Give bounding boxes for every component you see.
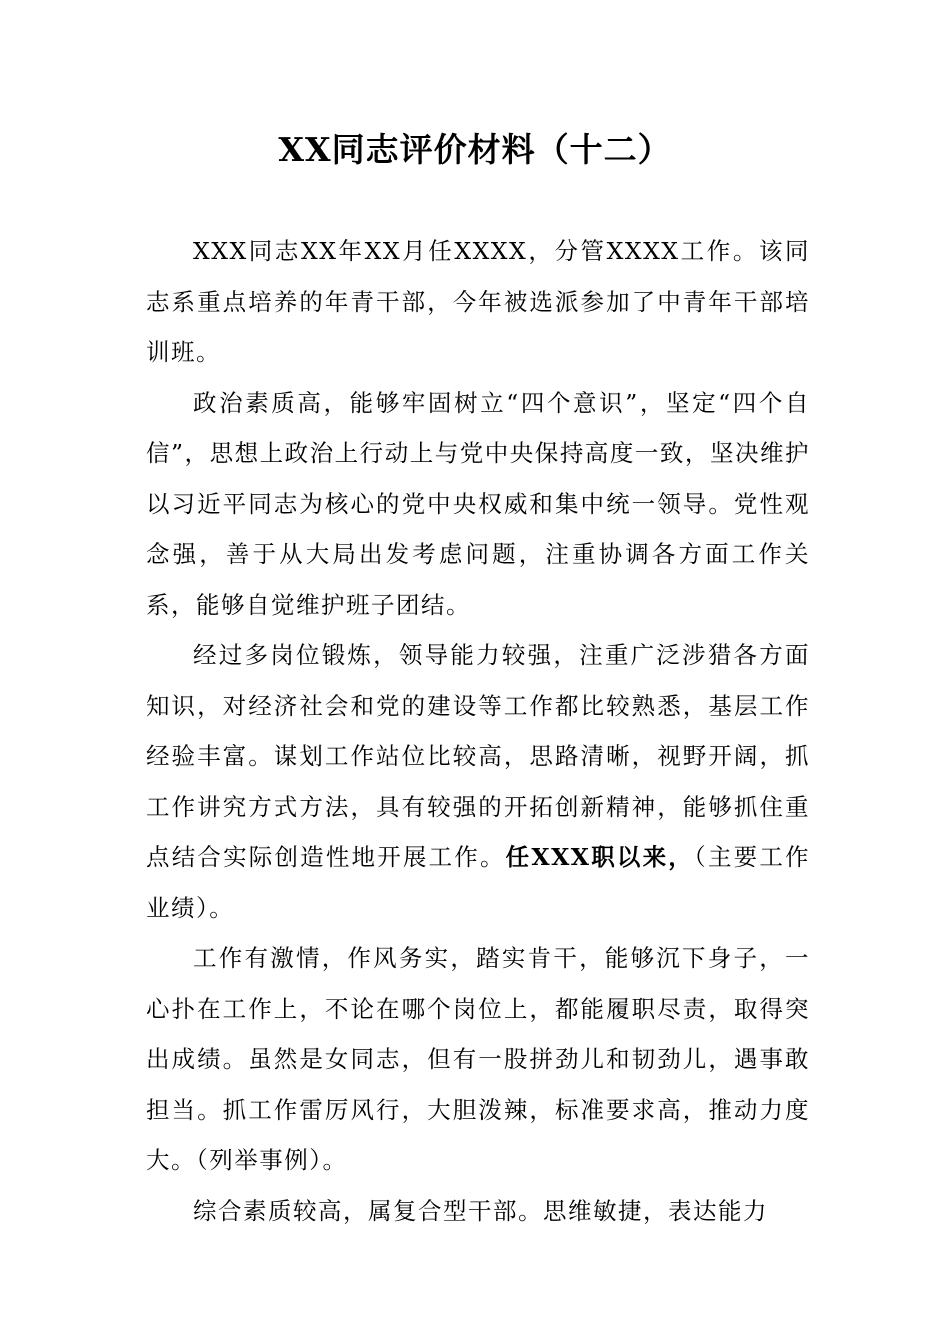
document-title: XX同志评价材料（十二）	[278, 130, 672, 169]
paragraph-work-style	[146, 933, 810, 1186]
paragraph-text: 经过多岗位锻炼，领导能力较强，注重广泛涉猎各方面知识，对经济社会和党的建设等工作都比较熟悉，基层工作经验丰富。谋划工作站位比较高，思路清晰，视野开阔，抓工作讲究方式方法，具有较强的开拓创新精神，能够抓住重点结合实际创造性地开展工作。	[146, 641, 810, 871]
paragraph-political-quality	[146, 378, 810, 631]
paragraph-overall-quality	[146, 1186, 810, 1237]
paragraph-bold-text: 任XXX职以来，	[505, 843, 694, 871]
paragraph-appointment	[146, 226, 810, 378]
paragraph-text: XXX同志XX年XX月任XXXX，分管XXXX工作。该同志系重点培养的年青干部，今年被选派参加了中青年干部培训班。	[146, 237, 810, 366]
paragraph-text: 政治素质高，能够牢固树立“四个意识”，坚定“四个自信”，思想上政治上行动上与党中央保持高度一致，坚决维护以习近平同志为核心的党中央权威和集中统一领导。党性观念强，善于从大局出发考虑问题，注重协调各方面工作关系，能够自觉维护班子团结。	[146, 388, 810, 619]
paragraph-text: 工作有激情，作风务实，踏实肯干，能够沉下身子，一心扑在工作上，不论在哪个岗位上，都能履职尽责，取得突出成绩。虽然是女同志，但有一股拼劲儿和韧劲儿，遇事敢担当。抓工作雷厉风行，大胆泼辣，标准要求高，推动力度大。（列举事例）。	[146, 944, 810, 1174]
paragraph-leadership-ability	[146, 630, 810, 933]
document-body	[146, 226, 810, 1236]
paragraph-text: 综合素质较高，属复合型干部。思维敏捷，表达能力	[193, 1196, 768, 1225]
paragraph-tail-text: （主要工作业绩）。	[146, 843, 811, 922]
